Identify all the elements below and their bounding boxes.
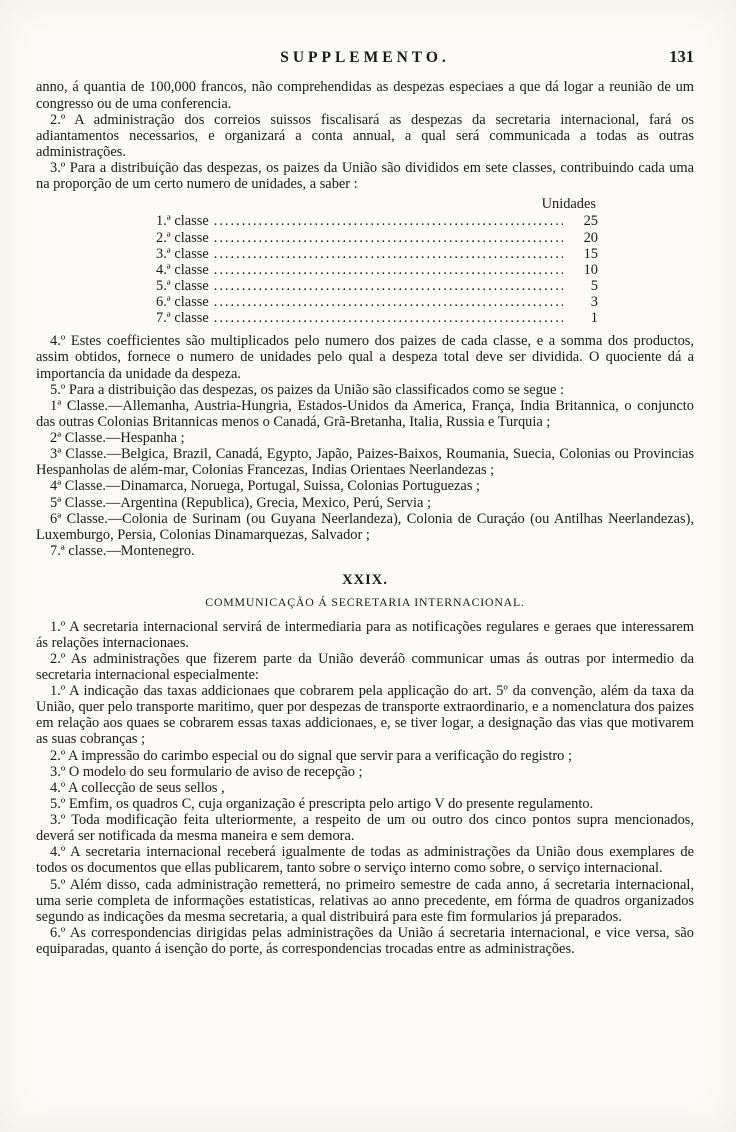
paragraph: 4.º A secretaria internacional receberá igualmente de todas as administrações da União dous exemplares de todos os documentos que ellas publicarem, tanto sobre o serviço interno como sobre, o serviço internacional. — [36, 844, 694, 877]
dot-leader — [214, 213, 563, 229]
running-title: SUPPLEMENTO. — [280, 49, 450, 66]
class-label: 1.ª classe — [156, 213, 209, 230]
class-value: 25 — [583, 213, 598, 230]
page-number: 131 — [669, 47, 694, 66]
class-label: 6.ª classe — [156, 294, 209, 311]
table-row — [156, 213, 598, 229]
class-value: 1 — [590, 310, 598, 327]
paragraph: 7.ª classe.—Montenegro. — [50, 542, 195, 559]
paragraph: 2.º As administrações que fizerem parte da União deveráõ communicar umas ás outras por intermedio da secretaria internacional especialmente: — [36, 650, 694, 683]
paragraph: 5ª Classe.—Argentina (Republica), Grecia, Mexico, Perú, Servia ; — [50, 494, 431, 511]
paragraph: anno, á quantia de 100,000 francos, não comprehendidas as despezas especiaes a que dá logar a reunião de um congresso ou de uma conferencia. — [36, 79, 694, 112]
paragraph: 5.º Além disso, cada administração remetterá, no primeiro semestre de cada anno, á secretaria internacional, uma serie completa de informações estatisticas, relativas ao anno precedente, em fórma de quadros organizados segundo as indicações da mesma secretaria, a qual distribuirá para este fim formularios já preparados. — [36, 876, 694, 925]
class-value: 10 — [583, 261, 598, 278]
dot-leader — [214, 246, 563, 262]
dot-leader — [214, 294, 563, 310]
paragraph: 4ª Classe.—Dinamarca, Noruega, Portugal, Suissa, Colonias Portuguezas ; — [50, 478, 481, 495]
paragraph: 1ª Classe.—Allemanha, Austria-Hungria, Estados-Unidos da America, França, India Britannica, o conjuncto das outras Colonias Britannicas menos o Canadá, Grã-Bretanha, Italia, Russia e Turquia ; — [36, 397, 694, 430]
paragraph: 3ª Classe.—Belgica, Brazil, Canadá, Egypto, Japão, Paizes-Baixos, Roumania, Suecia, Colonias ou Provincias Hespanholas de além-mar, Colonias Francezas, Indias Orientaes Neerlandezas ; — [36, 446, 694, 479]
table-row — [156, 278, 598, 294]
class-label: 7.ª classe — [156, 310, 209, 327]
units-table — [156, 196, 598, 326]
class-label: 5.ª classe — [156, 277, 209, 294]
paragraph: 4.º A collecção de seus sellos , — [50, 779, 225, 796]
paragraph: 1.º A indicação das taxas addicionaes que cobrarem pela applicação do art. 5º da convenção, além da taxa da União, quer pelo transporte maritimo, quer por despezas de transporte extraordinario, e a nomenclatura dos paizes em relação aos quaes se cobrarem essas taxas addicionaes, e, se tiver logar, a designação das vias que motivarem as suas cobranças ; — [36, 683, 694, 748]
class-value: 3 — [590, 294, 598, 311]
paragraph: 4.º Estes coefficientes são multiplicados pelo numero dos paizes de cada classe, e a somma dos productos, assim obtidos, fornece o numero de unidades pelo qual a despeza total deve ser dividida. O quociente dá a importancia da unidade da despeza. — [36, 333, 694, 382]
paragraph: 2ª Classe.—Hespanha ; — [50, 430, 185, 447]
table-row — [156, 246, 598, 262]
dot-leader — [214, 310, 563, 326]
paragraph: 2.º A impressão do carimbo especial ou do signal que servir para a verificação do registro ; — [50, 747, 572, 764]
paragraph: 3.º Toda modificação feita ulteriormente, a respeito de um ou outro dos cinco pontos supra mencionados, deverá ser notificada da mesma maneira e sem demora. — [36, 812, 694, 845]
paragraph: 6.º As correspondencias dirigidas pelas administrações da União á secretaria internacional, e vice versa, são equiparadas, quanto á isenção do porte, ás correspondencias trocadas entre as administrações. — [36, 924, 694, 958]
paragraph: 1.º A secretaria internacional servirá de intermediaria para as notificações regulares e geraes que interessarem ás relações internacionaes. — [36, 618, 694, 651]
section-number: XXIX. — [342, 572, 388, 589]
table-row — [156, 262, 598, 278]
page-header — [36, 48, 694, 66]
table-row — [156, 310, 598, 326]
dot-leader — [214, 262, 563, 278]
paragraph: 6ª Classe.—Colonia de Surinam (ou Guyana Neerlandeza), Colonia de Curaçáo (ou Antilhas Neerlandezas), Luxemburgo, Persia, Colonias Dinamarquezas, Salvador ; — [36, 510, 694, 543]
section-heading — [36, 572, 694, 609]
class-label: 4.ª classe — [156, 261, 209, 278]
section-title: COMMUNICAÇÃO Á SECRETARIA INTERNACIONAL. — [205, 595, 525, 610]
class-value: 5 — [590, 277, 598, 294]
paragraph: 3.º O modelo do seu formulario de aviso de recepção ; — [50, 763, 363, 780]
class-value: 15 — [583, 245, 598, 262]
class-label: 3.ª classe — [156, 245, 209, 262]
dot-leader — [214, 278, 563, 294]
table-row — [156, 230, 598, 246]
dot-leader — [214, 230, 563, 246]
paragraph: 2.º A administração dos correios suissos fiscalisará as despezas da secretaria internacional, fará os adiantamentos necessarios, e organizará a conta annual, a qual será communicada a todas as outras administrações. — [36, 111, 694, 160]
units-table-header: Unidades — [541, 196, 596, 213]
class-value: 20 — [583, 229, 598, 246]
paragraph: 5.º Emfim, os quadros C, cuja organização é prescripta pelo artigo V do presente regulamento. — [50, 795, 594, 812]
class-label: 2.ª classe — [156, 229, 209, 246]
paragraph: 5.º Para a distribuição das despezas, os paizes da União são classificados como se segue : — [50, 381, 564, 398]
paragraph: 3.º Para a distribuição das despezas, os paizes da União são divididos em sete classes, contribuindo cada uma na proporção de um certo numero de unidades, a saber : — [36, 160, 694, 193]
table-row — [156, 294, 598, 310]
